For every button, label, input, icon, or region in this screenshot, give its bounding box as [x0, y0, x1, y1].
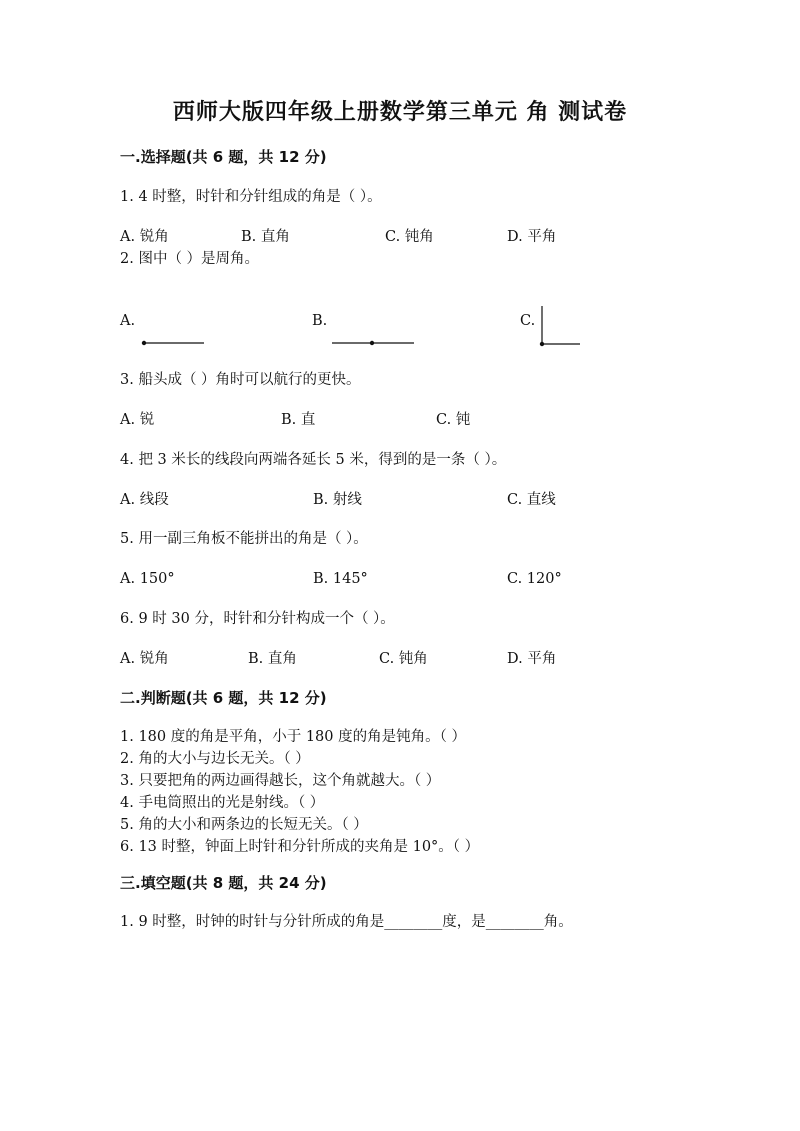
option-b: B. 145° — [313, 571, 368, 587]
fill-in-item: 1. 9 时整，时钟的时针与分针所成的角是________度，是________角。 — [120, 914, 573, 930]
option-b: B. 直 — [281, 412, 316, 428]
section-heading-judgement: 二.判断题(共 6 题，共 12 分) — [120, 689, 327, 707]
section-heading-choice: 一.选择题(共 6 题，共 12 分) — [120, 148, 327, 166]
option-a: A. 150° — [120, 571, 175, 587]
option-b: B. 直角 — [248, 651, 297, 667]
option-b: B. 射线 — [313, 492, 362, 508]
option-d: D. 平角 — [507, 229, 557, 245]
option-b: B. — [312, 313, 328, 329]
question-text: 2. 图中（ ）是周角。 — [120, 251, 260, 267]
figure-right-angle — [536, 302, 584, 350]
option-c: C. 120° — [507, 571, 562, 587]
question-text: 6. 9 时 30 分，时针和分针构成一个（ ）。 — [120, 611, 395, 627]
statement-item: 4. 手电筒照出的光是射线。（ ） — [120, 795, 325, 811]
option-a: A. 锐角 — [120, 229, 169, 245]
figure-straight-angle — [328, 336, 418, 350]
statement-item: 1. 180 度的角是平角，小于 180 度的角是钝角。（ ） — [120, 729, 466, 745]
option-a: A. 线段 — [120, 492, 169, 508]
page-title: 西师大版四年级上册数学第三单元 角 测试卷 — [172, 99, 628, 125]
option-c: C. 钝角 — [385, 229, 434, 245]
statement-item: 5. 角的大小和两条边的长短无关。（ ） — [120, 817, 368, 833]
option-c: C. 直线 — [507, 492, 556, 508]
statement-item: 6. 13 时整，钟面上时针和分针所成的夹角是 10°。（ ） — [120, 839, 480, 855]
option-a: A. 锐 — [120, 412, 155, 428]
statement-item: 3. 只要把角的两边画得越长，这个角就越大。（ ） — [120, 773, 441, 789]
question-text: 1. 4 时整，时针和分针组成的角是（ ）。 — [120, 189, 382, 205]
question-text: 3. 船头成（ ）角时可以航行的更快。 — [120, 372, 361, 388]
option-b: B. 直角 — [241, 229, 290, 245]
option-a: A. — [120, 313, 136, 329]
option-c: C. 钝 — [436, 412, 471, 428]
option-a: A. 锐角 — [120, 651, 169, 667]
question-text: 4. 把 3 米长的线段向两端各延长 5 米，得到的是一条（ ）。 — [120, 452, 507, 468]
option-c: C. 钝角 — [379, 651, 428, 667]
section-heading-fill-in: 三.填空题(共 8 题，共 24 分) — [120, 874, 327, 892]
option-d: D. 平角 — [507, 651, 557, 667]
question-text: 5. 用一副三角板不能拼出的角是（ ）。 — [120, 531, 368, 547]
option-c: C. — [520, 313, 536, 329]
figure-ray — [138, 336, 208, 350]
statement-item: 2. 角的大小与边长无关。（ ） — [120, 751, 310, 767]
